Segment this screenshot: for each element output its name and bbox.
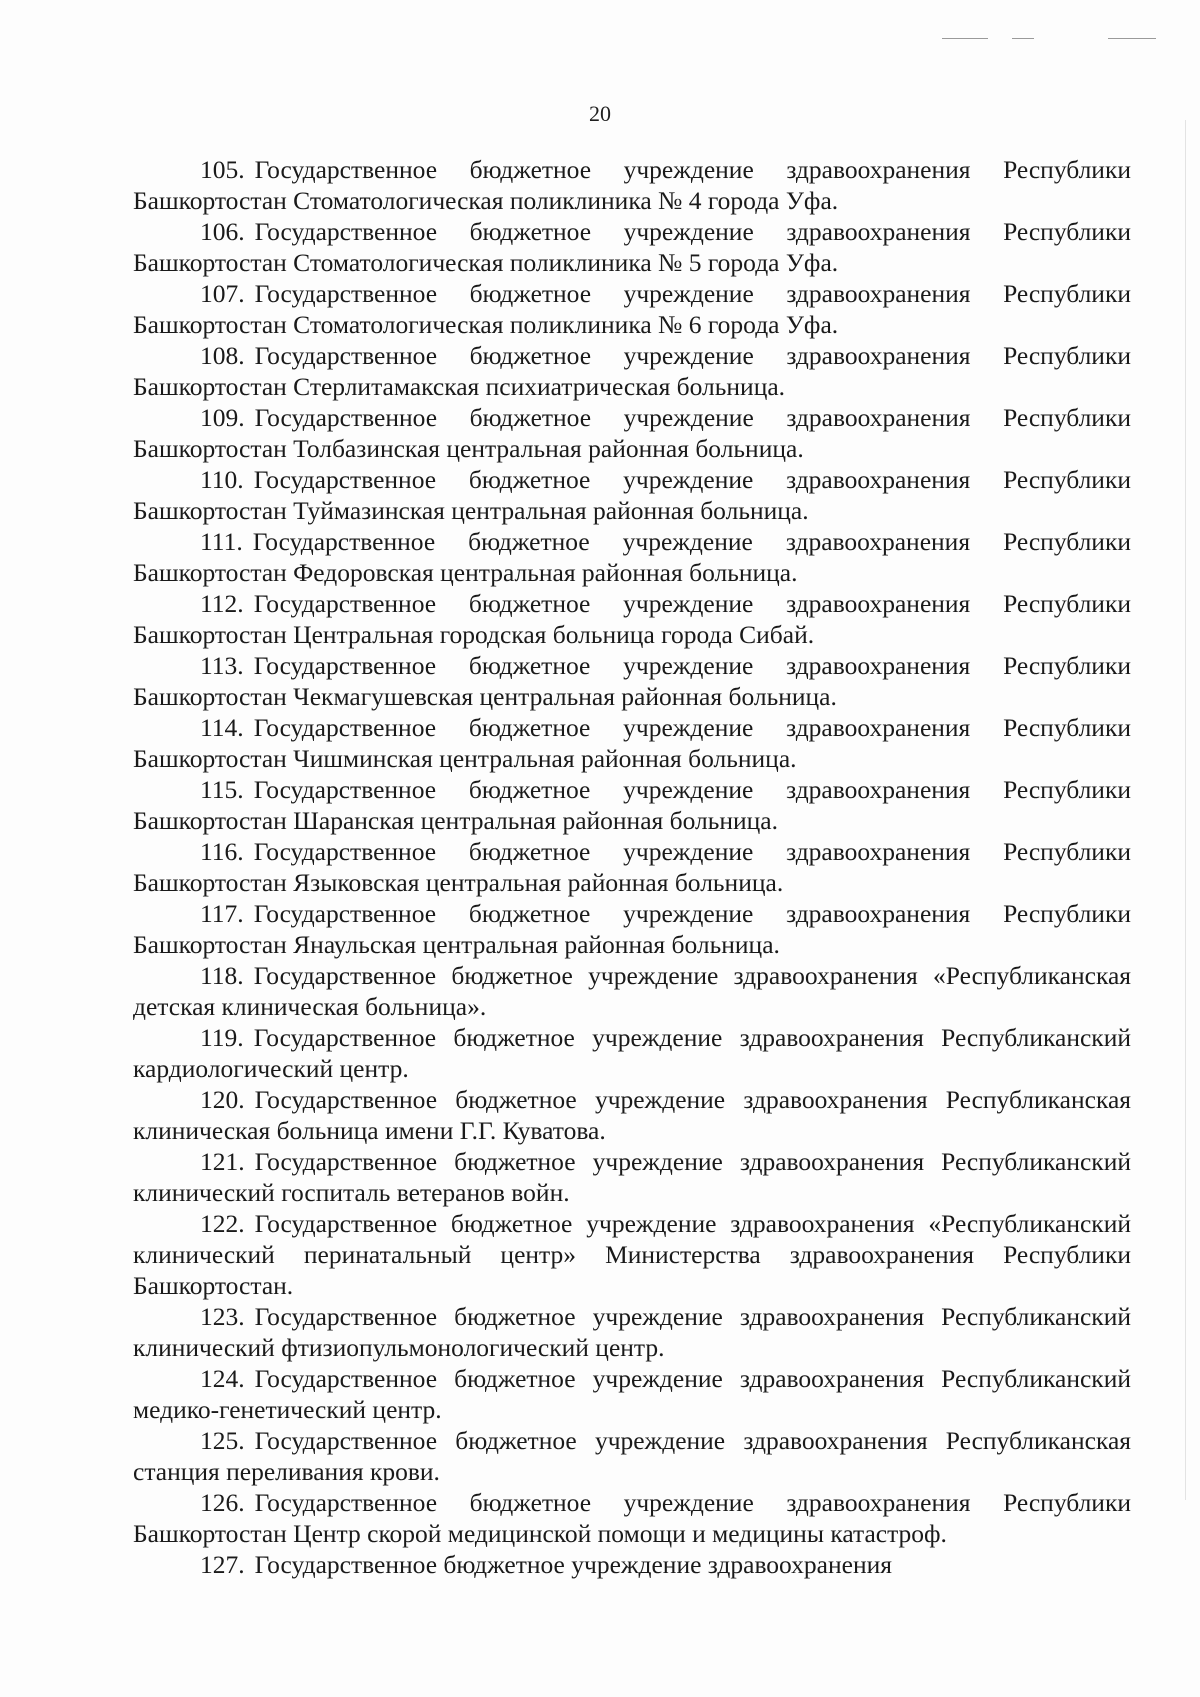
list-item	[133, 1363, 1131, 1425]
list-item-number: 112.	[200, 589, 244, 618]
list-item	[133, 650, 1131, 712]
list-item-text: Государственное бюджетное учреждение здравоохранения Республики Башкортостан Шаранская центральная районная больница.	[133, 775, 1131, 835]
list-item-number: 113.	[200, 651, 244, 680]
list-item	[133, 154, 1131, 216]
list-item-number: 120.	[200, 1085, 245, 1114]
list-item-number: 127.	[200, 1550, 245, 1579]
scan-artifact-top-right-short	[1012, 38, 1034, 39]
list-item-number: 107.	[200, 279, 245, 308]
list-item-text: Государственное бюджетное учреждение здравоохранения Республики Башкортостан Чекмагушевская центральная районная больница.	[133, 651, 1131, 711]
list-item-number: 105.	[200, 155, 245, 184]
list-item-number: 106.	[200, 217, 245, 246]
scan-artifact-right-edge	[1185, 120, 1186, 1500]
list-item	[133, 712, 1131, 774]
list-item-text: Государственное бюджетное учреждение здравоохранения Республики Башкортостан Стерлитамакская психиатрическая больница.	[133, 341, 1131, 401]
list-item-text: Государственное бюджетное учреждение здравоохранения Республики Башкортостан Федоровская центральная районная больница.	[133, 527, 1131, 587]
list-item	[133, 898, 1131, 960]
list-item-text: Государственное бюджетное учреждение здравоохранения Республики Башкортостан Чишминская центральная районная больница.	[133, 713, 1131, 773]
list-item	[133, 1146, 1131, 1208]
list-item	[133, 1549, 1131, 1580]
list-item	[133, 1022, 1131, 1084]
list-item-number: 122.	[200, 1209, 245, 1238]
list-item-text: Государственное бюджетное учреждение здравоохранения Республиканский медико-генетический центр.	[133, 1364, 1131, 1424]
list-item-number: 117.	[200, 899, 244, 928]
list-item-text: Государственное бюджетное учреждение здравоохранения Республики Башкортостан Стоматологическая поликлиника № 4 города Уфа.	[133, 155, 1131, 215]
list-item-number: 118.	[200, 961, 244, 990]
list-item-number: 108.	[200, 341, 245, 370]
list-item-number: 111.	[200, 527, 243, 556]
list-item-number: 110.	[200, 465, 244, 494]
list-item-number: 123.	[200, 1302, 245, 1331]
list-item	[133, 1208, 1131, 1301]
list-item-text: Государственное бюджетное учреждение здравоохранения Республиканский кардиологический центр.	[133, 1023, 1131, 1083]
list-item-number: 119.	[200, 1023, 244, 1052]
list-item	[133, 588, 1131, 650]
list-item	[133, 340, 1131, 402]
list-item	[133, 836, 1131, 898]
list-item	[133, 216, 1131, 278]
list-item-number: 125.	[200, 1426, 245, 1455]
list-item-number: 121.	[200, 1147, 245, 1176]
list-item	[133, 1084, 1131, 1146]
list-item-number: 115.	[200, 775, 244, 804]
list-item	[133, 526, 1131, 588]
list-item-text: Государственное бюджетное учреждение здравоохранения Республики Башкортостан Языковская центральная районная больница.	[133, 837, 1131, 897]
scan-artifact-top-corner	[1108, 38, 1156, 39]
list-item-text: Государственное бюджетное учреждение здравоохранения Республики Башкортостан Стоматологическая поликлиника № 6 города Уфа.	[133, 279, 1131, 339]
list-item-text: Государственное бюджетное учреждение здравоохранения Республики Башкортостан Стоматологическая поликлиника № 5 города Уфа.	[133, 217, 1131, 277]
list-item-text: Государственное бюджетное учреждение здравоохранения «Республиканский клинический перинатальный центр» Министерства здравоохранения Республики Башкортостан.	[133, 1209, 1131, 1300]
list-item	[133, 464, 1131, 526]
list-item-text: Государственное бюджетное учреждение здравоохранения Республиканская станция переливания крови.	[133, 1426, 1131, 1486]
list-item	[133, 1425, 1131, 1487]
list-item	[133, 402, 1131, 464]
institution-list	[133, 154, 1131, 1580]
list-item-number: 114.	[200, 713, 244, 742]
list-item-number: 126.	[200, 1488, 245, 1517]
scan-artifact-top-right	[942, 38, 988, 39]
list-item	[133, 278, 1131, 340]
list-item	[133, 1487, 1131, 1549]
list-item-text: Государственное бюджетное учреждение здравоохранения Республики Башкортостан Туймазинская центральная районная больница.	[133, 465, 1131, 525]
list-item-text: Государственное бюджетное учреждение здравоохранения	[254, 1550, 892, 1579]
list-item-text: Государственное бюджетное учреждение здравоохранения Республики Башкортостан Толбазинская центральная районная больница.	[133, 403, 1131, 463]
page-number: 20	[589, 101, 611, 126]
list-item-text: Государственное бюджетное учреждение здравоохранения Республиканская клиническая больница имени Г.Г. Куватова.	[133, 1085, 1131, 1145]
list-item-text: Государственное бюджетное учреждение здравоохранения Республики Башкортостан Центральная городская больница города Сибай.	[133, 589, 1131, 649]
list-item-text: Государственное бюджетное учреждение здравоохранения Республиканский клинический госпиталь ветеранов войн.	[133, 1147, 1131, 1207]
list-item-text: Государственное бюджетное учреждение здравоохранения Республики Башкортостан Янаульская центральная районная больница.	[133, 899, 1131, 959]
list-item-text: Государственное бюджетное учреждение здравоохранения «Республиканская детская клиническая больница».	[133, 961, 1131, 1021]
list-item-number: 109.	[200, 403, 245, 432]
list-item-text: Государственное бюджетное учреждение здравоохранения Республиканский клинический фтизиопульмонологический центр.	[133, 1302, 1131, 1362]
list-item-text: Государственное бюджетное учреждение здравоохранения Республики Башкортостан Центр скорой медицинской помощи и медицины катастроф.	[133, 1488, 1131, 1548]
list-item	[133, 1301, 1131, 1363]
list-item	[133, 774, 1131, 836]
list-item-number: 124.	[200, 1364, 245, 1393]
list-item	[133, 960, 1131, 1022]
list-item-number: 116.	[200, 837, 244, 866]
